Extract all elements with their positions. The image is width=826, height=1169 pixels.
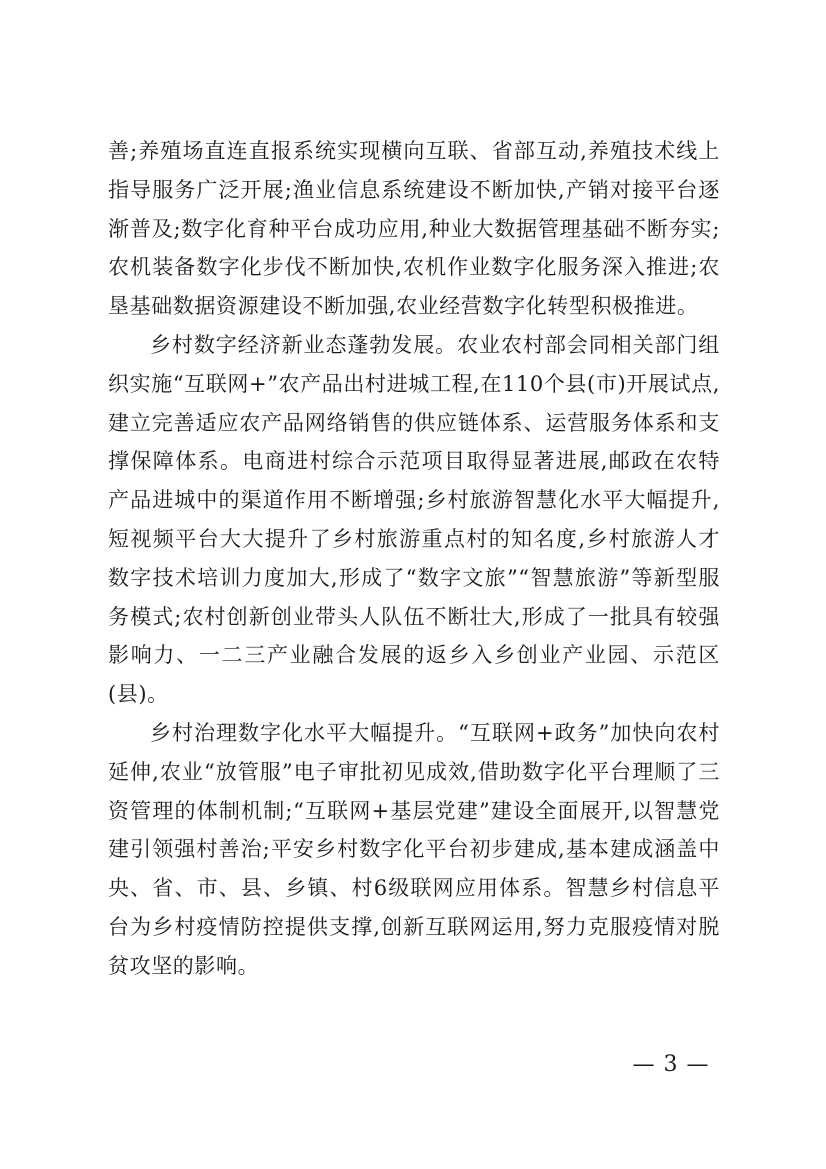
paragraph-rural-digital-economy: 乡村数字经济新业态蓬勃发展。农业农村部会同相关部门组织实施“互联网+”农产品出村进城工程,在110个县(市)开展试点,建立完善适应农产品网络销售的供应链体系、运营服务体系和支撑保障体系。电商进村综合示范项目取得显著进展,邮政在农特产品进城中的渠道作用不断增强;乡村旅游智慧化水平大幅提升,短视频平台大大提升了乡村旅游重点村的知名度,乡村旅游人才数字技术培训力度加大,形成了“数字文旅”“智慧旅游”等新型服务模式;农村创新创业带头人队伍不断壮大,形成了一批具有较强影响力、一二三产业融合发展的返乡入乡创业产业园、示范区(县)。 bbox=[108, 332, 720, 707]
paragraph-continued: 善;养殖场直连直报系统实现横向互联、省部互动,养殖技术线上指导服务广泛开展;渔业信息系统建设不断加快,产销对接平台逐渐普及;数字化育种平台成功应用,种业大数据管理基础不断夯实;农机装备数字化步伐不断加快,农机作业数字化服务深入推进;农垦基础数据资源建设不断加强,农业经营数字化转型积极推进。 bbox=[108, 139, 720, 319]
document-body bbox=[108, 132, 720, 986]
page-number: — 3 — bbox=[632, 1052, 710, 1077]
paragraph-rural-governance: 乡村治理数字化水平大幅提升。“互联网+政务”加快向农村延伸,农业“放管服”电子审批初见成效,借助数字化平台理顺了三资管理的体制机制;“互联网+基层党建”建设全面展开,以智慧党建引领强村善治;平安乡村数字化平台初步建成,基本建成涵盖中央、省、市、县、乡镇、村6级联网应用体系。智慧乡村信息平台为乡村疫情防控提供支撑,创新互联网运用,努力克服疫情对脱贫攻坚的影响。 bbox=[108, 720, 720, 978]
